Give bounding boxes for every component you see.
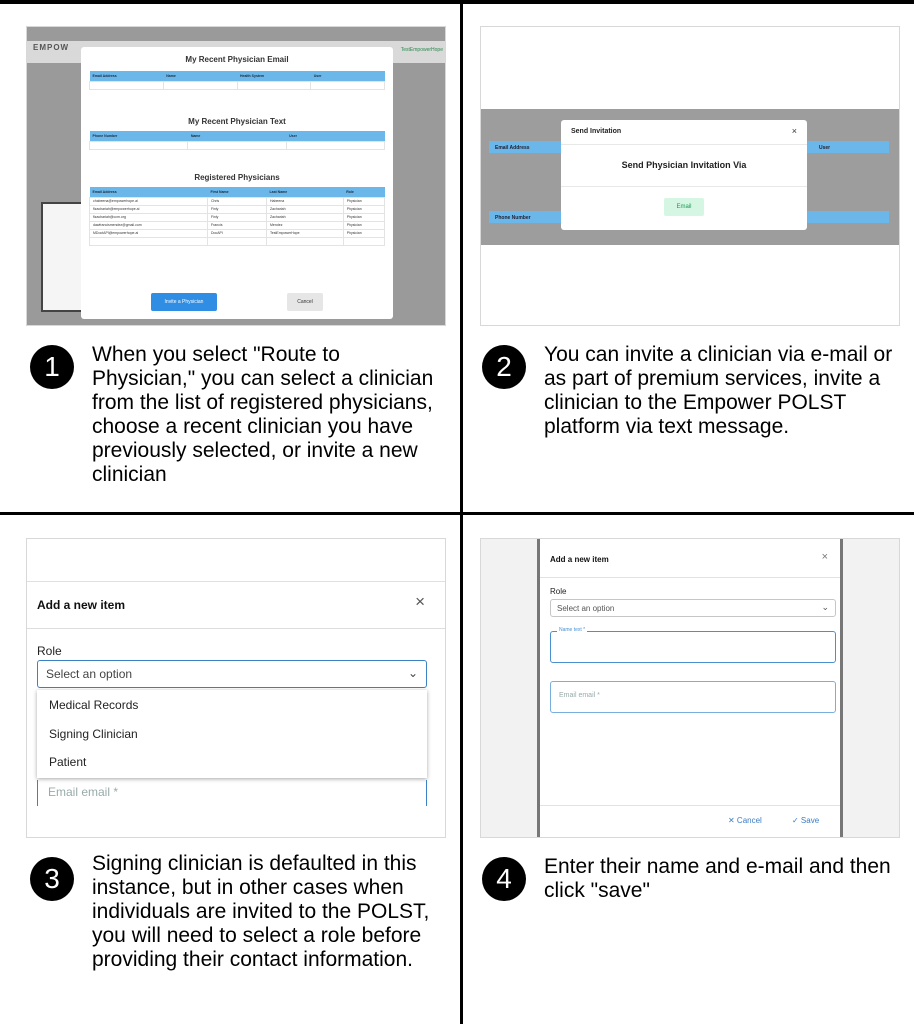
recent-email-table xyxy=(89,71,385,90)
cell-last-name: Mendez xyxy=(267,221,344,229)
role-label: Role xyxy=(37,644,62,658)
table-row[interactable] xyxy=(90,221,385,229)
column-header: Phone Number xyxy=(90,131,188,141)
cell-role: Physician xyxy=(343,221,384,229)
invite-physician-button[interactable]: Invite a Physician xyxy=(151,293,217,311)
option-medical-records[interactable]: Medical Records xyxy=(49,698,139,712)
cell-last-name: Zachariah xyxy=(267,205,344,213)
column-header: Email Address xyxy=(90,71,164,81)
column-header: Name xyxy=(163,71,237,81)
chevron-down-icon: ⌄ xyxy=(407,666,418,680)
name-label: Name text * xyxy=(559,627,586,633)
polst-document xyxy=(41,202,86,312)
divider xyxy=(561,144,807,145)
step-badge-3: 3 xyxy=(30,857,74,901)
top-divider xyxy=(0,0,914,4)
column-header: First Name xyxy=(208,187,267,197)
cell-last-name: Zachariah xyxy=(267,213,344,221)
cell-role: Physician xyxy=(343,213,384,221)
modal-title: Add a new item xyxy=(550,555,609,564)
option-patient[interactable]: Patient xyxy=(49,755,87,769)
recent-text-title: My Recent Physician Text xyxy=(188,117,286,126)
screenshot-add-item-details xyxy=(480,538,900,838)
cell-role: Physician xyxy=(343,229,384,237)
cell-email: flzachariah@ccm.org xyxy=(90,213,208,221)
column-header: Email Address xyxy=(90,187,208,197)
step-caption-2: You can invite a clinician via e-mail or as part of premium services, invite a clinician to the Empower POLST platform via text message. xyxy=(544,343,893,438)
cell-first-name: Finly xyxy=(208,205,267,213)
column-header-phone: Phone Number xyxy=(495,215,531,221)
step-badge-1: 1 xyxy=(30,345,74,389)
cell-first-name: DocAPI xyxy=(208,229,267,237)
step-badge-4: 4 xyxy=(482,857,526,901)
role-label: Role xyxy=(550,587,567,596)
cancel-button[interactable]: ✕ Cancel xyxy=(728,816,762,825)
physician-select-modal xyxy=(81,47,393,319)
email-invite-button[interactable]: Email xyxy=(664,198,704,216)
cell-first-name: Finly xyxy=(208,213,267,221)
step-caption-4: Enter their name and e-mail and then click "save" xyxy=(544,855,891,902)
select-value: Select an option xyxy=(557,604,615,613)
select-value: Select an option xyxy=(46,667,133,681)
cell-role: Physician xyxy=(343,205,384,213)
chevron-down-icon: ⌄ xyxy=(821,602,829,612)
column-header: Last Name xyxy=(267,187,344,197)
role-options-menu xyxy=(37,690,427,778)
column-header: Health System xyxy=(237,71,311,81)
email-placeholder: Email email * xyxy=(559,692,600,699)
column-header: Name xyxy=(188,131,286,141)
column-header-email: Email Address xyxy=(495,145,530,151)
cell-first-name: Francis xyxy=(208,221,267,229)
registered-physicians-title: Registered Physicians xyxy=(194,173,280,182)
recent-email-title: My Recent Physician Email xyxy=(185,55,289,64)
recent-text-table xyxy=(89,131,385,150)
column-header: Role xyxy=(343,187,384,197)
table-header-bar xyxy=(807,211,889,223)
screenshot-route-to-physician xyxy=(26,26,446,326)
column-header-user: User xyxy=(819,145,831,151)
step-badge-2: 2 xyxy=(482,345,526,389)
screenshot-add-item-role xyxy=(26,538,446,838)
divider xyxy=(27,628,445,629)
email-field[interactable] xyxy=(37,780,427,806)
modal-title: Add a new item xyxy=(37,598,126,612)
name-field[interactable] xyxy=(550,627,836,663)
cell-last-name: TestEmpowerHope xyxy=(267,229,344,237)
divider xyxy=(561,186,807,187)
add-item-modal xyxy=(537,539,843,837)
close-icon[interactable]: × xyxy=(791,126,797,136)
close-icon[interactable]: × xyxy=(821,551,828,563)
user-name: TestEmpowerHope xyxy=(400,47,443,53)
step-caption-1: When you select "Route to Physician," you can select a clinician from the list of registered physicians, choose a recent clinician you have previously selected, or invite a new clinician xyxy=(92,343,434,486)
role-select[interactable] xyxy=(37,660,427,688)
add-item-modal xyxy=(27,581,445,799)
screenshot-send-invitation xyxy=(480,26,900,326)
registered-physicians-table xyxy=(89,187,385,246)
role-select[interactable] xyxy=(550,599,836,617)
cell-last-name: Habeena xyxy=(267,197,344,205)
table-row[interactable] xyxy=(90,229,385,237)
save-button[interactable]: ✓ Save xyxy=(792,816,820,825)
table-row[interactable] xyxy=(90,213,385,221)
divider xyxy=(540,805,840,806)
cell-email: flzachariah@empowerhope.ai xyxy=(90,205,208,213)
email-placeholder: Email email * xyxy=(48,785,119,799)
horizontal-divider xyxy=(0,512,914,515)
close-icon[interactable]: × xyxy=(415,592,425,611)
modal-heading: Send Physician Invitation Via xyxy=(621,160,747,170)
cell-email: MDoctAPI@empowerhope.ai xyxy=(90,229,208,237)
table-row[interactable] xyxy=(90,197,385,205)
table-row[interactable] xyxy=(90,205,385,213)
send-invitation-modal xyxy=(561,120,807,230)
column-header: User xyxy=(286,131,384,141)
cell-email: chabeena@empowerhope.ai xyxy=(90,197,208,205)
step-caption-3: Signing clinician is defaulted in this instance, but in other cases when individuals are invited to the POLST, you will need to select a role before providing their contact information. xyxy=(92,852,430,971)
cell-role: Physician xyxy=(343,197,384,205)
divider xyxy=(540,577,840,578)
cell-first-name: Chris xyxy=(208,197,267,205)
cancel-button[interactable]: Cancel xyxy=(287,293,323,311)
email-field[interactable] xyxy=(550,681,836,713)
modal-title: Send Invitation xyxy=(571,128,622,135)
column-header: User xyxy=(311,71,385,81)
app-logo: EMPOW xyxy=(33,43,70,52)
option-signing-clinician[interactable]: Signing Clinician xyxy=(49,727,138,741)
cell-email: dawfrancismendez@gmail.com xyxy=(90,221,208,229)
